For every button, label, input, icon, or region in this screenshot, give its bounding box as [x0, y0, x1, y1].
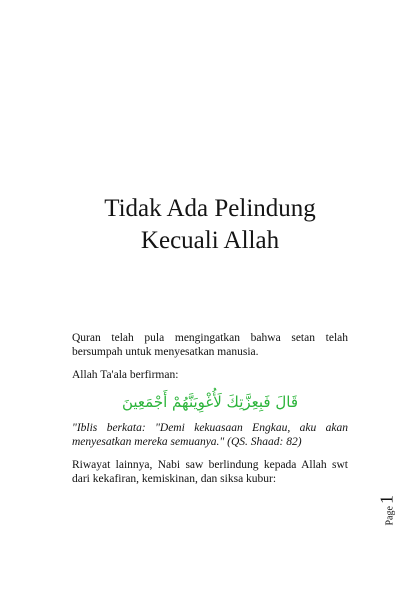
page-number [376, 482, 397, 526]
chapter-title-line-2: Kecuali Allah [140, 227, 280, 254]
page-number-label: Page [384, 506, 396, 526]
allah-said-paragraph: Allah Ta'ala berfirman: [72, 369, 179, 381]
chapter-title [0, 193, 420, 257]
page-number-value: 1 [376, 495, 397, 505]
verse-translation: "Iblis berkata: "Demi kekuasaan Engkau, aku akan menyesatkan mereka semuanya." (QS. Shaad: 82) [72, 422, 348, 448]
riwayat-paragraph: Riwayat lainnya, Nabi saw berlindung kepada Allah swt dari kekafiran, kemiskinan, dan siksa kubur: [72, 459, 348, 485]
body-text [72, 331, 348, 495]
chapter-title-line-1: Tidak Ada Pelindung [104, 195, 316, 222]
arabic-verse: قَالَ فَبِعِزَّتِكَ لَأُغْوِيَنَّهُمْ أَجْمَعِينَ [121, 393, 298, 411]
intro-paragraph: Quran telah pula mengingatkan bahwa setan telah bersumpah untuk menyesatkan manusia. [72, 332, 348, 358]
